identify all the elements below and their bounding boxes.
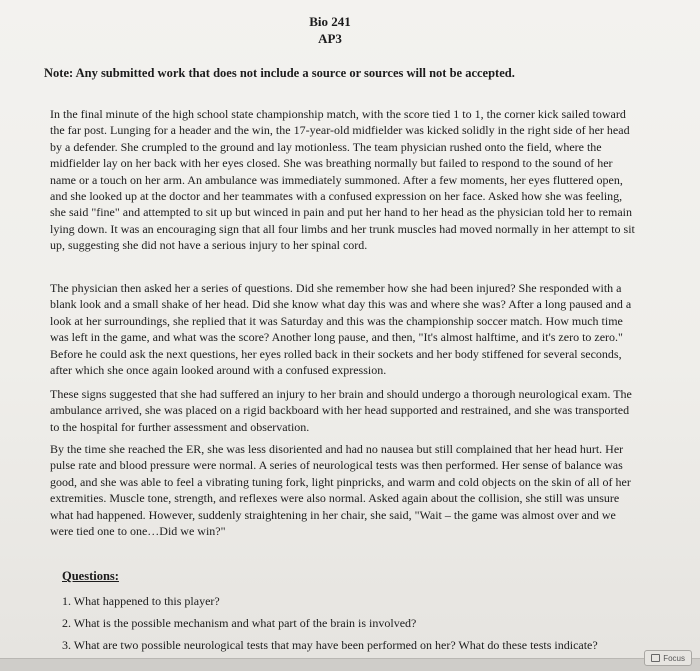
- window-bottom-bar: [0, 658, 700, 671]
- case-paragraph-1: In the final minute of the high school state championship match, with the score tied 1 to 1, the corner kick sailed toward the far post. Lunging for a header and the win, the 17-year-old midfielder was kicked solidly in the right side of her head by a defender. She crumpled to the ground and lay motionless. The team physician rushed onto the field, where the midfielder lay on her back with her eyes closed. She was breathing normally but failed to respond to the sound of her name or a touch on her arm. An ambulance was immediately summoned. After a few moments, her eyes fluttered open, and she looked up at the doctor and her teammates with a confused expression on her face. Asked how she was feeling, she said "fine" and attempted to sit up but winced in pain and put her hand to her head as the physician told her to remain lying down. It was an encouraging sign that all four limbs and her trunk muscles had moved normally in her attempt to sit up, suggesting she did not have a serious injury to her spinal cord.: [50, 107, 635, 253]
- case-paragraph-4: By the time she reached the ER, she was less disoriented and had no nausea but still complained that her head hurt. Her pulse rate and blood pressure were normal. A series of neurological tests was then performed. Her sense of balance was good, and she was able to feel a vibrating tuning fork, light pinpricks, and warm and cold objects on the skin of all of her extremities. Muscle tone, strength, and reflexes were also normal. Asked again about the collision, she still was unsure what had happened. However, suddenly straightening in her chair, she said, "Wait – the game was almost over and we were tied one to one…Did we win?": [50, 442, 631, 539]
- focus-button-label: Focus: [663, 653, 685, 663]
- submission-note: Note: Any submitted work that does not include a source or sources will not be accepted.: [44, 66, 515, 80]
- course-title: Bio 241: [309, 14, 351, 29]
- focus-icon: [651, 654, 660, 662]
- question-1: 1. What happened to this player?: [62, 594, 220, 608]
- assignment-title: AP3: [318, 31, 342, 46]
- case-paragraph-2: The physician then asked her a series of questions. Did she remember how she had been injured? She responded with a blank look and a small shake of her head. Did she know what day this was and where she was? After a long paused and a look at her surroundings, she replied that it was Saturday and this was the championship soccer match. How much time was left in the game, and what was the score? Another long pause, and then, "It's almost halftime, and it's zero to zero." Before he could ask the next questions, her eyes rolled back in their sockets and her body stiffened for several seconds, after which she once again looked around with a confused expression.: [50, 281, 632, 378]
- case-paragraph-3: These signs suggested that she had suffered an injury to her brain and should undergo a thorough neurological exam. The ambulance arrived, she was placed on a rigid backboard with her head supported and restrained, and she was transported to the hospital for further assessment and observation.: [50, 387, 632, 434]
- focus-button[interactable]: [644, 650, 692, 666]
- questions-heading: Questions:: [62, 569, 119, 583]
- question-2: 2. What is the possible mechanism and what part of the brain is involved?: [62, 616, 417, 630]
- question-3: 3. What are two possible neurological tests that may have been performed on her? What do these tests indicate?: [62, 638, 598, 652]
